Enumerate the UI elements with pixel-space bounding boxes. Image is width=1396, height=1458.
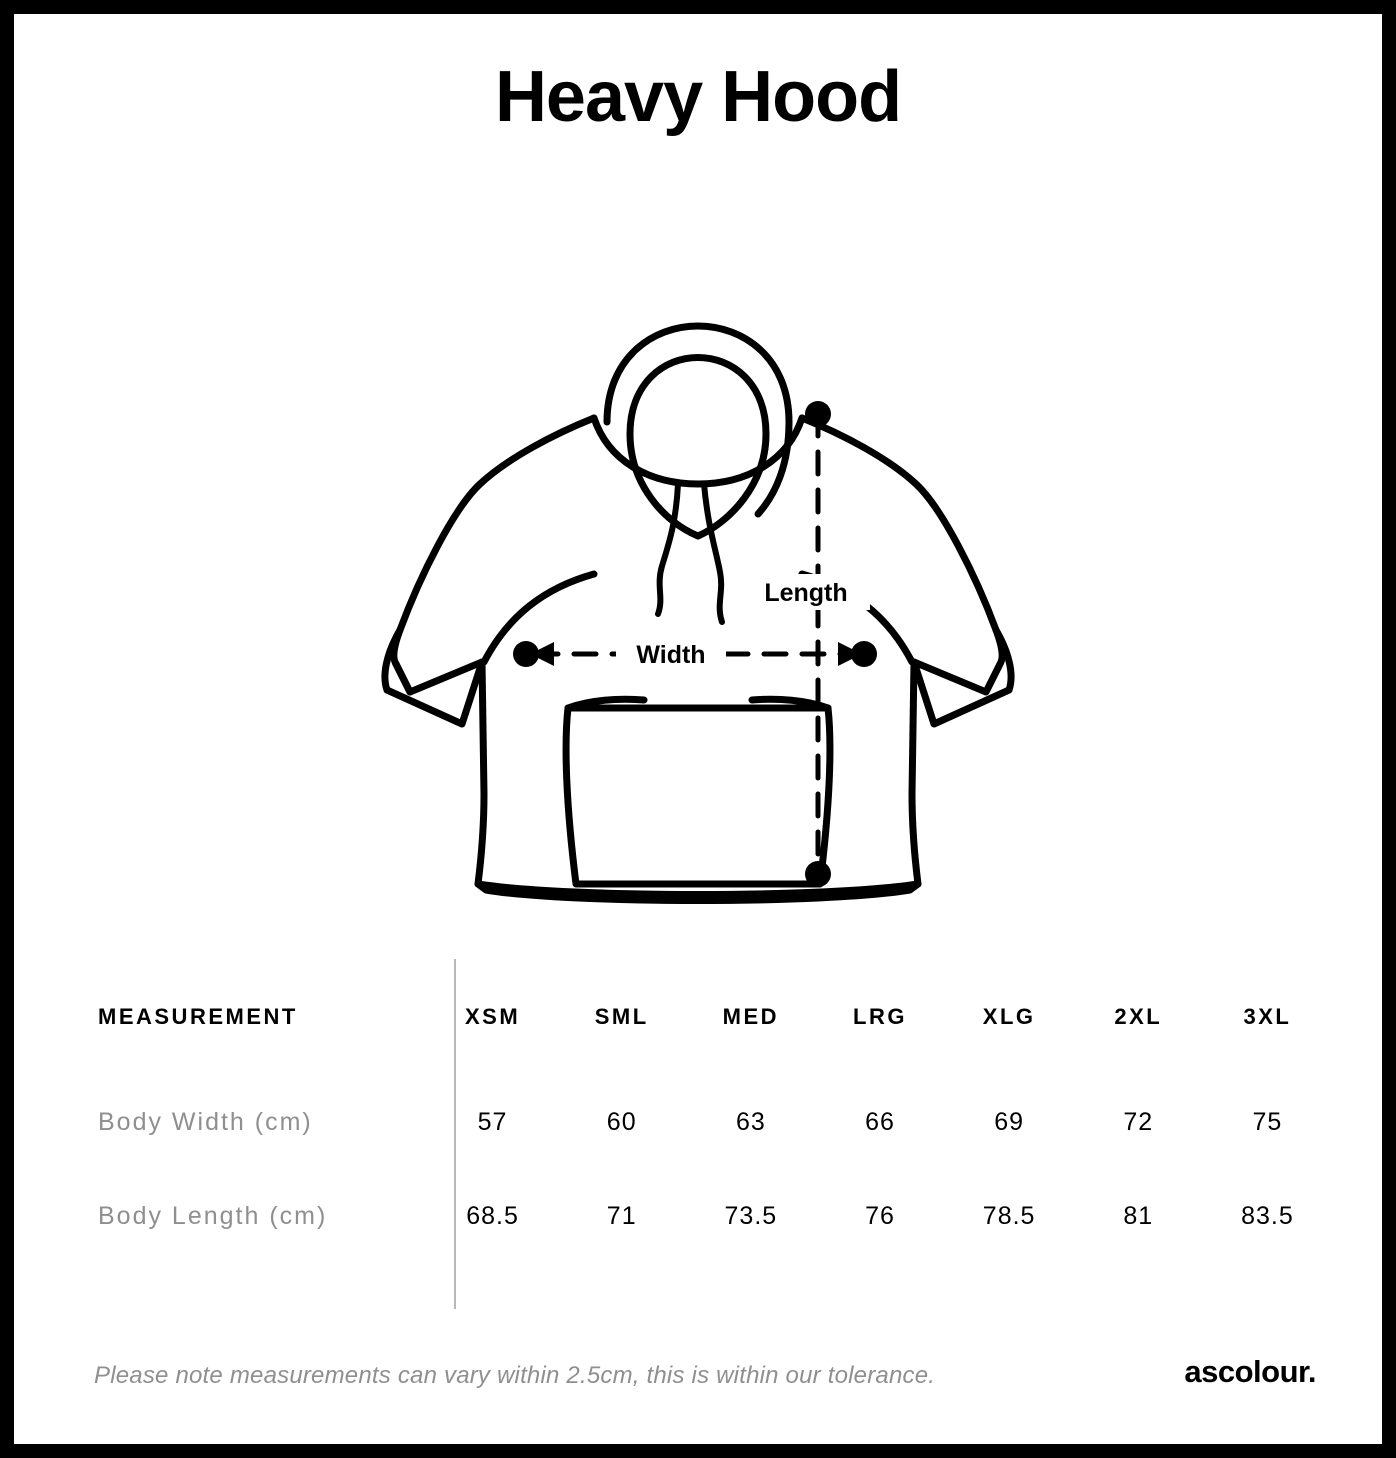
cell-body-length-med: 73.5 xyxy=(724,1201,778,1230)
page-title: Heavy Hood xyxy=(494,57,902,137)
cell-body-length-2xl: 81 xyxy=(1123,1201,1154,1230)
table-row xyxy=(80,1075,1332,1169)
size-header-3xl: 3XL xyxy=(1243,1004,1292,1029)
brand-logo: ascolour. xyxy=(1184,1354,1316,1389)
cell-body-width-lrg: 66 xyxy=(865,1107,895,1136)
size-table-head xyxy=(80,959,1332,1075)
size-table-container xyxy=(80,959,1332,1263)
size-chart-inner xyxy=(14,14,1382,1444)
hoodie-illustration xyxy=(358,184,1038,944)
table-row xyxy=(80,1169,1332,1263)
size-table-body xyxy=(80,1075,1332,1263)
measurement-column-header: MEASUREMENT xyxy=(98,1004,298,1029)
size-header-xsm: XSM xyxy=(464,1004,521,1029)
length-label: Length xyxy=(764,579,848,607)
size-header-med: MED xyxy=(722,1004,780,1029)
cell-body-length-xsm: 68.5 xyxy=(466,1201,519,1230)
size-table xyxy=(80,959,1332,1263)
row-label-body-length: Body Length (cm) xyxy=(98,1201,328,1230)
cell-body-length-sml: 71 xyxy=(606,1201,637,1230)
cell-body-width-3xl: 75 xyxy=(1252,1107,1283,1136)
cell-body-length-lrg: 76 xyxy=(865,1201,895,1230)
cell-body-width-xsm: 57 xyxy=(477,1107,508,1136)
size-header-2xl: 2XL xyxy=(1114,1004,1163,1029)
table-divider xyxy=(454,959,456,1309)
size-header-lrg: LRG xyxy=(853,1004,907,1029)
cell-body-width-sml: 60 xyxy=(606,1107,637,1136)
garment-diagram xyxy=(358,184,1038,944)
width-label: Width xyxy=(636,641,706,669)
size-header-xlg: XLG xyxy=(982,1004,1036,1029)
table-header-row xyxy=(80,959,1332,1075)
cell-body-width-2xl: 72 xyxy=(1123,1107,1154,1136)
cell-body-length-xlg: 78.5 xyxy=(982,1201,1036,1230)
cell-body-length-3xl: 83.5 xyxy=(1241,1201,1294,1230)
cell-body-width-med: 63 xyxy=(735,1107,766,1136)
size-header-sml: SML xyxy=(594,1004,649,1029)
row-label-body-width: Body Width (cm) xyxy=(98,1107,313,1136)
footer xyxy=(94,1354,1316,1390)
tolerance-note: Please note measurements can vary within 2.5cm, this is within our tolerance. xyxy=(94,1362,936,1389)
cell-body-width-xlg: 69 xyxy=(994,1107,1025,1136)
